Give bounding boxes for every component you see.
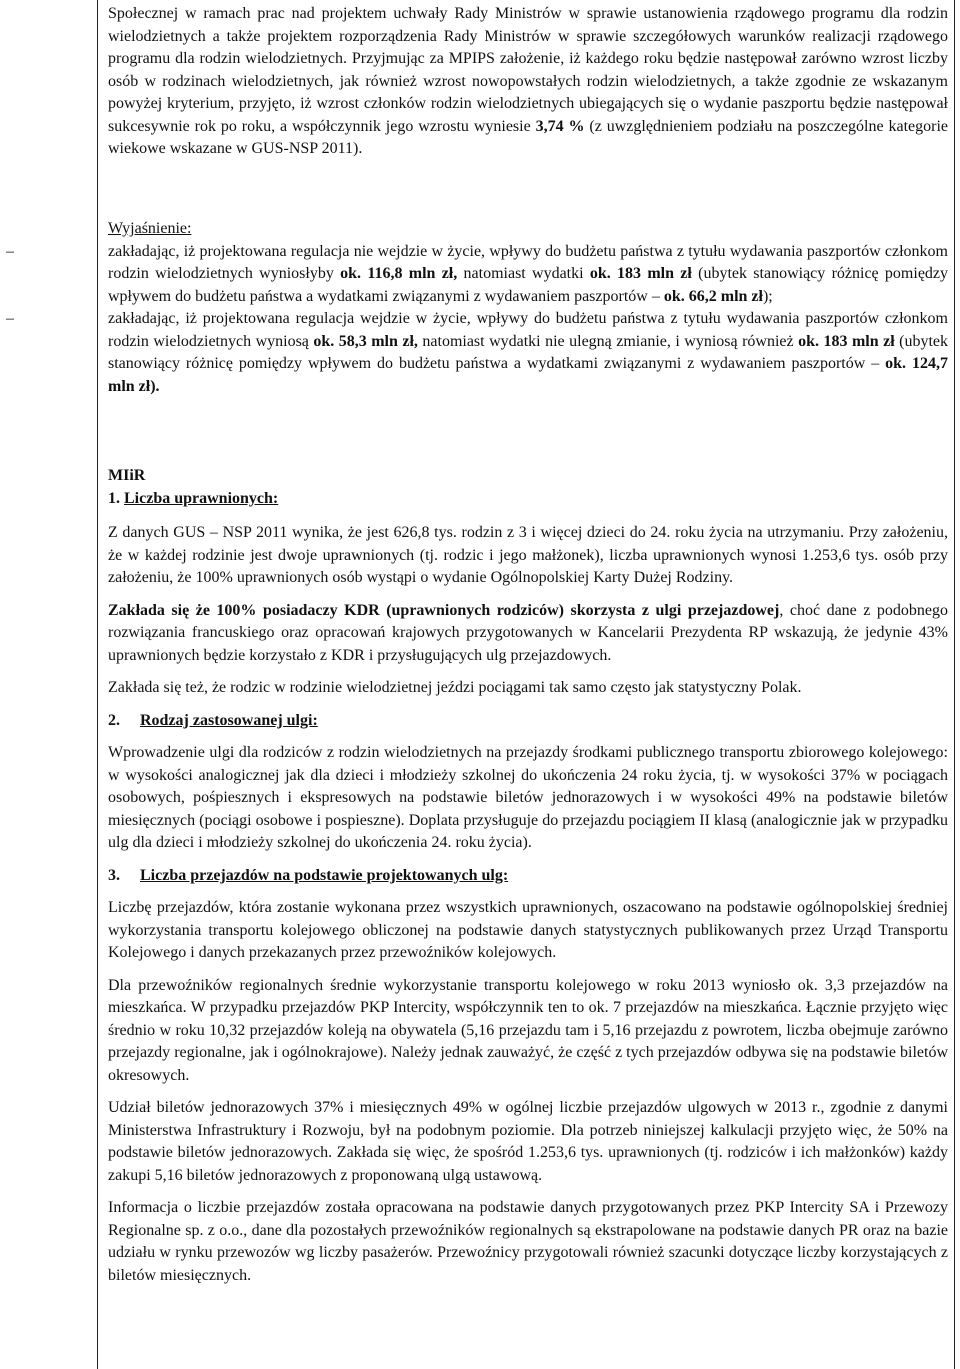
list-item: – zakładając, iż projektowana regulacja wejdzie w życie, wpływy do budżetu państwa z tytułu wydawania paszportów członkom rodzin wielodzietnych wyniosą ok. 58,3 mln zł, natomiast wydatki nie ulegną zmianie, i wyniosą również ok. 183 mln zł (ubytek stanowiący różnicę pomiędzy wpływem do budżetu państwa a wydatkami związanymi z wydawaniem paszportów – ok. 124,7 mln zł).	[108, 308, 948, 398]
dash-bullet: –	[6, 242, 14, 260]
paragraph: Liczbę przejazdów, która zostanie wykonana przez wszystkich uprawnionych, oszacowano na podstawie ogólnopolskiej średniej wykorzystania transportu kolejowego obliczonej na podstawie danych statystycznych publikowanych przez Urząd Transportu Kolejowego i danych przekazanych przez przewoźników kolejowych.	[108, 899, 948, 961]
paragraph: Informacja o liczbie przejazdów została opracowana na podstawie danych przygotowanych przez PKP Intercity SA i Przewozy Regionalne sp. z o.o., dane dla pozostałych przewoźników regionalnych są ekstrapolowane na podstawie danych PR oraz na bazie udziału w rynku przewozów wg liczby pasażerów. Przewoźnicy przygotowali również szacunki dotyczące liczby korzystających z biletów miesięcznych.	[108, 1199, 948, 1284]
heading-1: 1. Liczba uprawnionych:	[108, 489, 279, 507]
heading-2: 2. Rodzaj zastosowanej ulgi:	[108, 711, 318, 729]
paragraph-intro: Społecznej w ramach prac nad projektem uchwały Rady Ministrów w sprawie ustanowienia rządowego programu dla rodzin wielodzietnych a także projektem rozporządzenia Rady Ministrów w sprawie szczegółowych warunków realizacji rządowego programu dla rodzin wielodzietnych. Przyjmując za MPIPS założenie, iż każdego roku będzie następował zarówno wzrost liczby osób w rodzinach wielodzietnych, jak również wzrost nowopowstałych rodzin wielodzietnych, a także zgodnie ze wskazanym powyżej kryterium, przyjęto, iż wzrost członków rodzin wielodzietnych ubiegających się o wydanie paszportu będzie następował sukcesywnie rok po roku, a współczynnik jego wzrostu wyniesie 3,74 % (z uwzględnieniem podziału na poszczególne kategorie wiekowe wskazane w GUS-NSP 2011).	[108, 5, 949, 157]
list-item: – zakładając, iż projektowana regulacja nie wejdzie w życie, wpływy do budżetu państwa z tytułu wydawania paszportów członkom rodzin wielodzietnych wyniosłyby ok. 116,8 mln zł, natomiast wydatki ok. 183 mln zł (ubytek stanowiący różnicę pomiędzy wpływem do budżetu państwa a wydatkami związanymi z wydawaniem paszportów – ok. 66,2 mln zł);	[108, 241, 948, 309]
right-border	[954, 0, 955, 1369]
block-passports-intro	[108, 3, 948, 161]
dash-bullet: –	[6, 310, 14, 327]
paragraph: Dla przewoźników regionalnych średnie wykorzystanie transportu kolejowego w roku 2013 wyniosło ok. 3,3 przejazdów na mieszkańca. W przypadku przejazdów PKP Intercity, współczynnik ten to ok. 7 przejazdów na mieszkańca. Łącznie przyjęto więc średnio w roku 10,32 przejazdów koleją na obywatela (5,16 przejazdu tam i 5,16 przejazdu z powrotem, liczba obejmuje zarówno przejazdy regionalne, jak i ogólnokrajowe). Należy jednak zauważyć, że część z tych przejazdów odbywa się na podstawie biletów okresowych.	[108, 976, 948, 1084]
paragraph: Zakłada się że 100% posiadaczy KDR (uprawnionych rodziców) skorzysta z ulgi przejazdowej, choć dane z podobnego rozwiązania francuskiego oraz opracowań krajowych przygotowanych w Kancelarii Prezydenta RP wskazują, że jedynie 43% uprawnionych będzie korzystało z KDR i przysługujących ulg przejazdowych.	[108, 601, 949, 664]
block-miir	[108, 465, 948, 1287]
paragraph: Udział biletów jednorazowych 37% i miesięcznych 49% w ogólnej liczbie przejazdów ulgowych w 2013 r., zgodnie z danymi Ministerstwa Infrastruktury i Rozwoju, był na podobnym poziomie. Dla potrzeb niniejszej kalkulacji przyjęto więc, że 50% na podstawie biletów jednorazowych. Zakłada się więc, że spośród 1.253,6 tys. uprawnionych (tj. rodziców i ich małżonków) każdy zakupi 5,16 biletów jednorazowych z proponowaną ulgą ustawową.	[108, 1099, 948, 1184]
paragraph: Wprowadzenie ulgi dla rodziców z rodzin wielodzietnych na przejazdy środkami publicznego transportu zbiorowego kolejowego: w wysokości analogicznej jak dla dzieci i młodzieży szkolnej do ukończenia 24 roku życia, tj. w wysokości 37% w pociągach osobowych, pośpiesznych i ekspresowych na podstawie biletów jednorazowych i w wysokości 49% na podstawie biletów miesięcznych (pociągi osobowe i pospieszne). Doplata przysługuje do przejazdu pociągiem II klasą (analogicznie jak w przypadku ulg dla dzieci i młodzieży szkolnej do ukończenia 24. roku życia).	[108, 744, 948, 851]
paragraph: Z danych GUS – NSP 2011 wynika, że jest 626,8 tys. rodzin z 3 i więcej dzieci do 24. roku życia na utrzymaniu. Przy założeniu, że w każdej rodzinie jest dwoje uprawnionych (tj. rodzic i jego małżonek), liczba uprawnionych wynosi 1.253,6 tys. osób przy założeniu, że 100% uprawnionych osób wystąpi o wydanie Ogólnopolskiej Karty Dużej Rodziny.	[108, 524, 948, 586]
block-explanation	[6, 218, 949, 398]
explanation-label: Wyjaśnienie:	[108, 220, 192, 237]
paragraph: Zakłada się też, że rodzic w rodzinie wielodzietnej jeździ pociągami tak samo często jak statystyczny Polak.	[108, 679, 802, 696]
left-border	[97, 0, 98, 1369]
section-title: MIiR	[108, 467, 146, 484]
heading-3: 3. Liczba przejazdów na podstawie projektowanych ulg:	[108, 866, 509, 884]
